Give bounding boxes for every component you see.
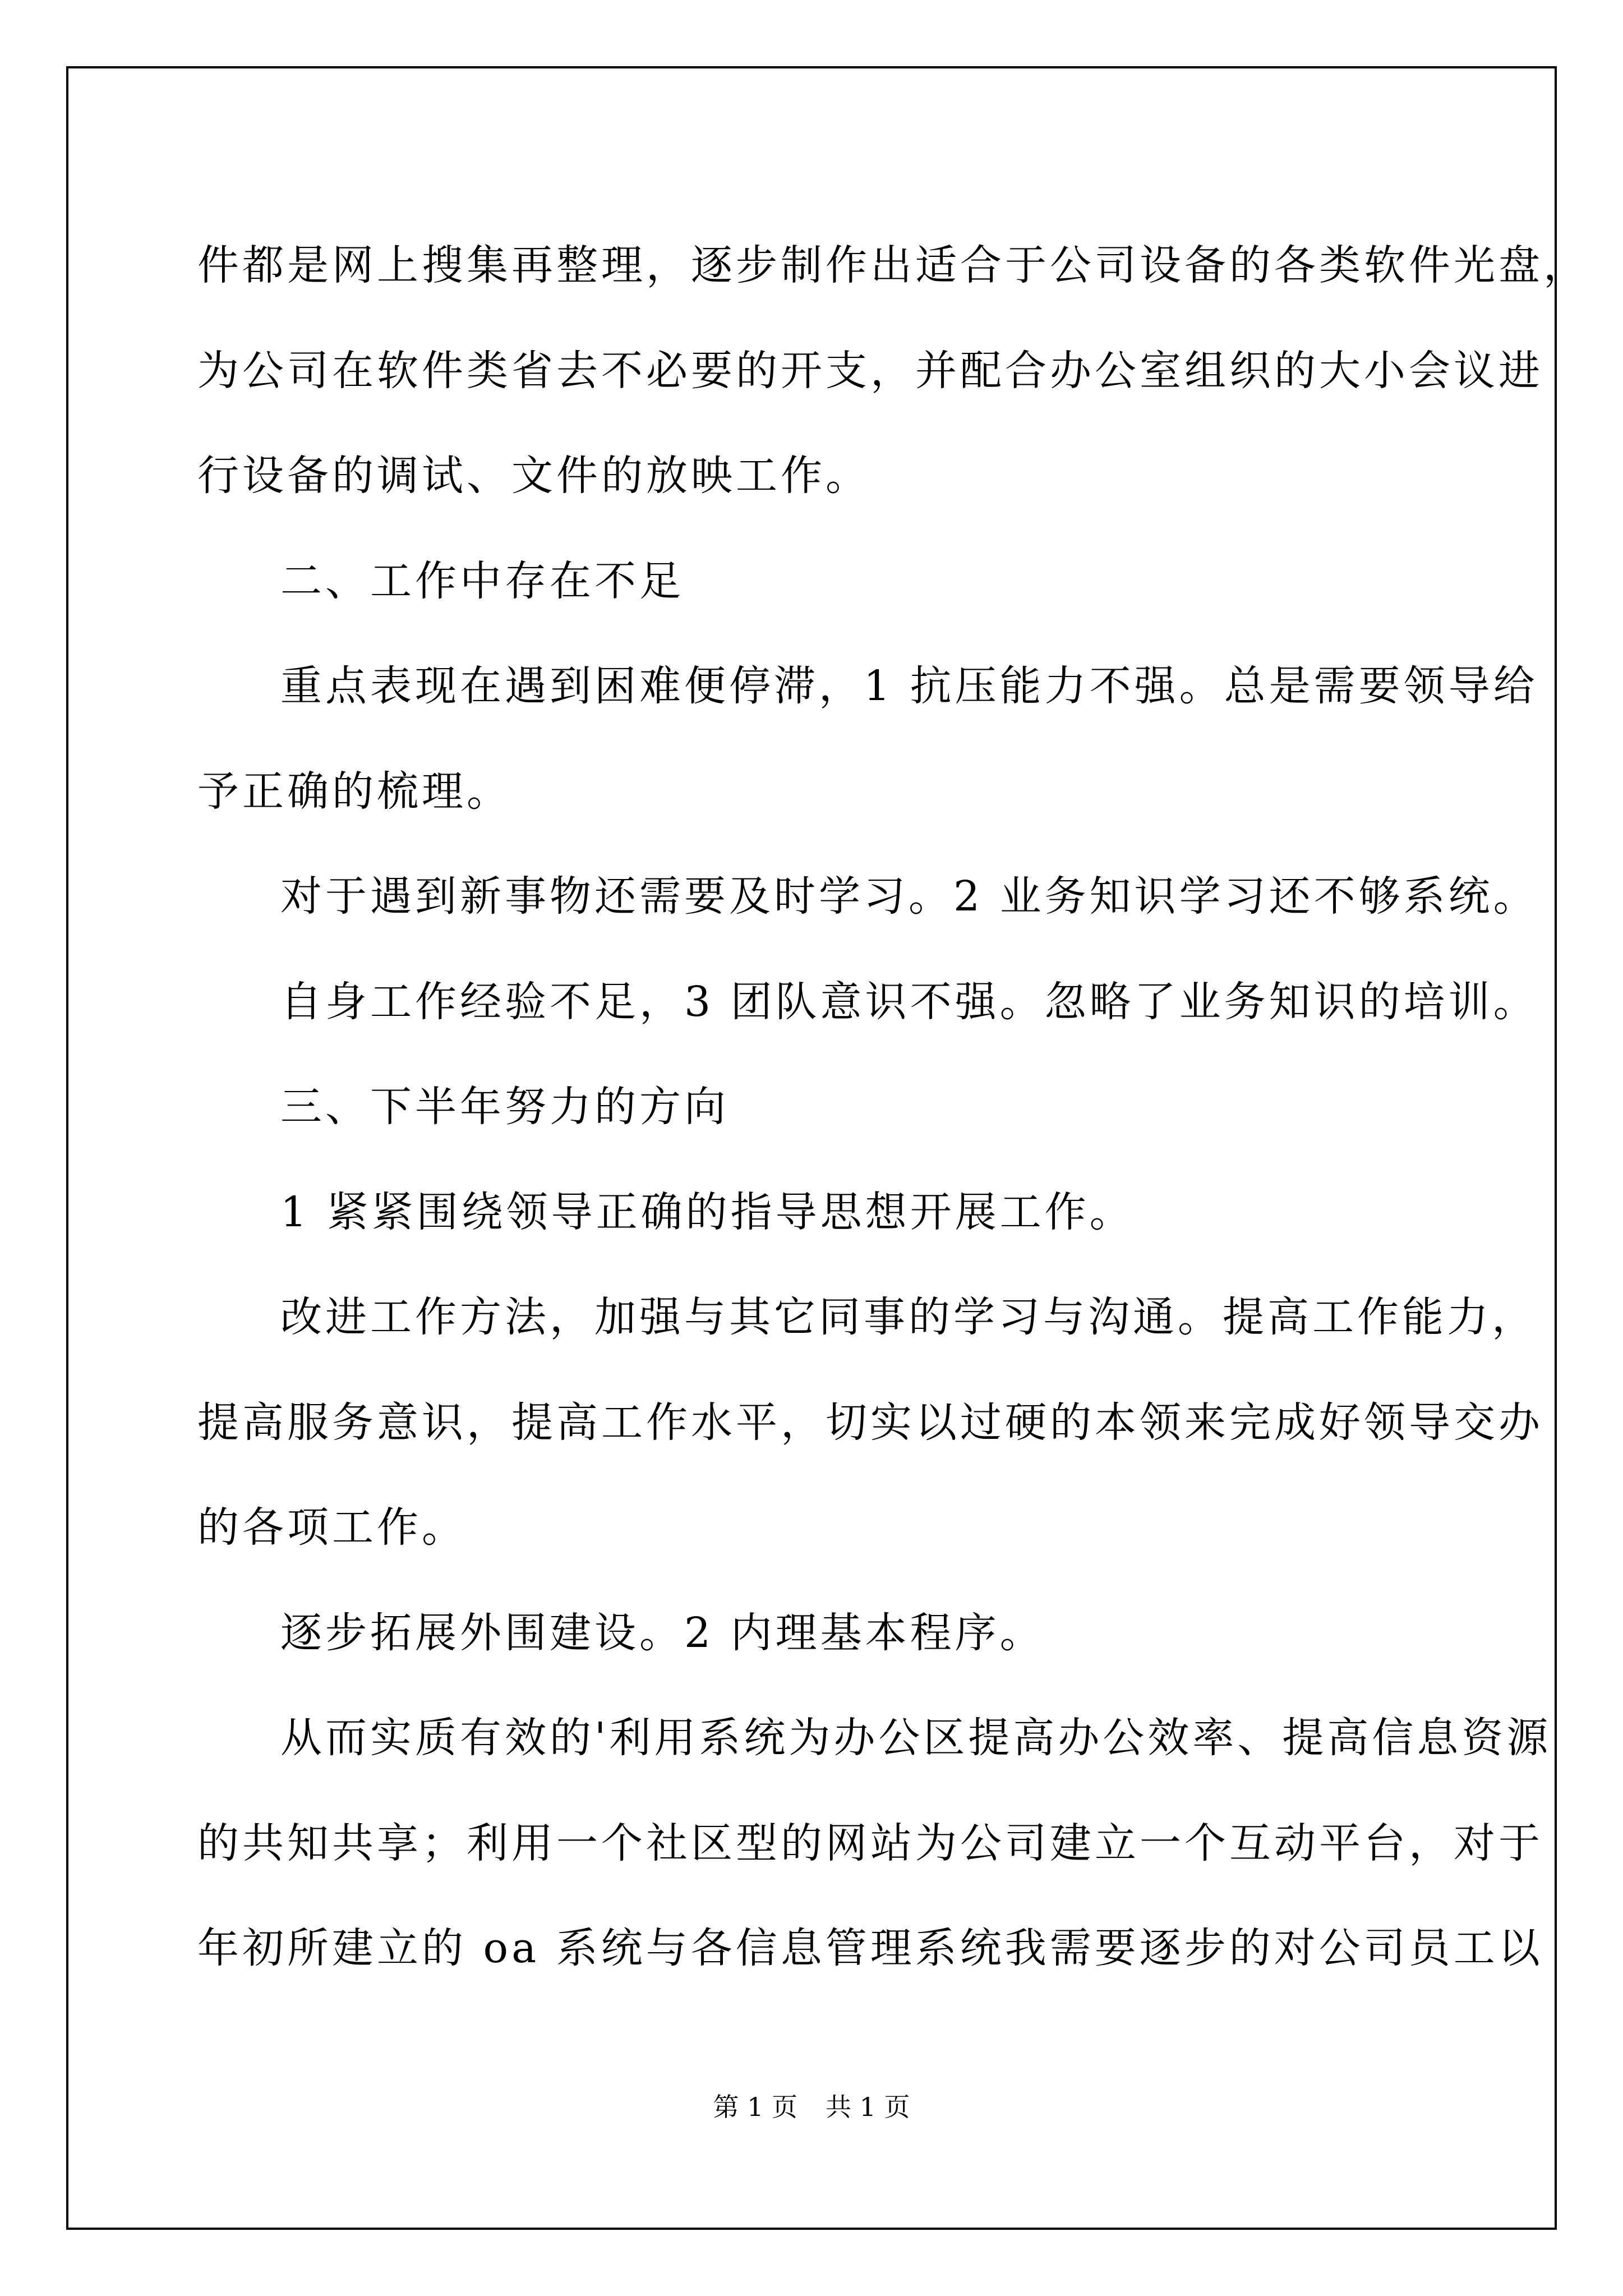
body-line: 提高服务意识，提高工作水平，切实以过硬的本领来完成好领导交办: [197, 1398, 1543, 1447]
body-line: 年初所建立的 oa 系统与各信息管理系统我需要逐步的对公司员工以: [197, 1924, 1543, 1972]
body-line: 重点表现在遇到困难便停滞，1 抗压能力不强。总是需要领导给: [280, 662, 1538, 710]
document-body: [197, 213, 1588, 2001]
body-line: 为公司在软件类省去不必要的开支，并配合办公室组织的大小会议进: [197, 346, 1543, 395]
body-line: 逐步拓展外围建设。2 内理基本程序。: [280, 1608, 1045, 1657]
body-line: 自身工作经验不足，3 团队意识不强。忽略了业务知识的培训。: [280, 977, 1538, 1026]
page-footer: [0, 2090, 1623, 2124]
section-heading: 二、工作中存在不足: [280, 556, 684, 605]
body-line: 的各项工作。: [197, 1503, 467, 1552]
body-line: 的共知共享；利用一个社区型的网站为公司建立一个互动平台，对于: [197, 1819, 1543, 1867]
section-heading: 三、下半年努力的方向: [280, 1083, 729, 1131]
body-line: 对于遇到新事物还需要及时学习。2 业务知识学习还不够系统。: [280, 872, 1538, 921]
page-number-current: 第 1 页: [713, 2092, 797, 2122]
page-number-total: 共 1 页: [826, 2092, 910, 2122]
body-line: 从而实质有效的'利用系统为办公区提高办公效率、提高信息资源: [280, 1714, 1552, 1762]
body-line: 行设备的调试、文件的放映工作。: [197, 452, 870, 500]
body-line: 件都是网上搜集再整理，逐步制作出适合于公司设备的各类软件光盘，: [197, 241, 1588, 289]
body-line: 1 紧紧围绕领导正确的指导思想开展工作。: [280, 1188, 1135, 1236]
body-line: 改进工作方法，加强与其它同事的学习与沟通。提高工作能力，: [280, 1293, 1537, 1341]
body-line: 予正确的梳理。: [197, 767, 511, 816]
